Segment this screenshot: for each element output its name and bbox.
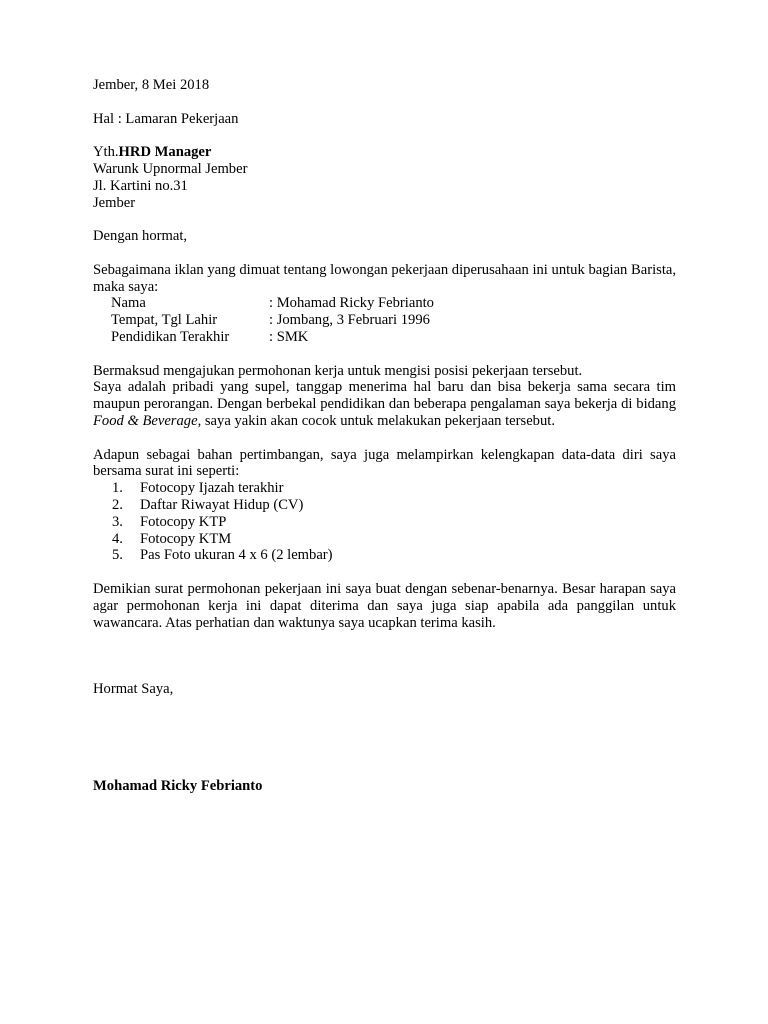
list-item-number: 2. [112, 496, 123, 513]
greeting: Dengan hormat, [93, 228, 188, 245]
self-description-paragraph [93, 379, 676, 429]
list-item-text: Fotocopy KTP [140, 513, 227, 530]
list-item-number: 3. [112, 513, 123, 530]
recipient-city: Jember [93, 194, 136, 211]
info-label: Pendidikan Terakhir [111, 328, 230, 345]
recipient-title: HRD Manager [118, 144, 212, 161]
recipient-prefix: Yth. [93, 144, 119, 161]
list-item [93, 497, 676, 514]
recipient-block [93, 144, 676, 211]
info-value: : SMK [269, 328, 309, 345]
applicant-info [93, 295, 676, 345]
info-row-name [93, 295, 676, 312]
signature-name: Mohamad Ricky Febrianto [93, 778, 263, 795]
list-item-text: Daftar Riwayat Hidup (CV) [140, 496, 304, 513]
list-item-text: Fotocopy KTM [140, 530, 232, 547]
place-date: Jember, 8 Mei 2018 [93, 77, 210, 93]
info-row-education [93, 329, 676, 346]
list-item-text: Pas Foto ukuran 4 x 6 (2 lembar) [140, 547, 333, 564]
recipient-title-line [93, 144, 676, 161]
recipient-company: Warunk Upnormal Jember [93, 160, 248, 177]
list-item [93, 514, 676, 531]
list-item [93, 547, 676, 564]
valediction: Hormat Saya, [93, 681, 174, 698]
list-item-number: 4. [112, 530, 123, 547]
closing-paragraph: Demikian surat permohonan pekerjaan ini saya buat dengan sebenar-benarnya. Besar harapan saya agar permohonan kerja ini dapat diterima dan saya juga siap apabila ada panggilan untuk wawancara. Atas perhatian dan waktunya saya ucapkan terima kasih. [93, 580, 676, 631]
attachments-intro: Adapun sebagai bahan pertimbangan, saya juga melampirkan kelengkapan data-data diri saya bersama surat ini seperti: [93, 446, 676, 480]
list-item [93, 480, 676, 497]
info-value: : Jombang, 3 Februari 1996 [269, 312, 430, 329]
list-item [93, 531, 676, 548]
self-description-part1: Saya adalah pribadi yang supel, tanggap menerima hal baru dan bisa bekerja sama secara tim maupun perorangan. Dengan berbekal pendidikan dan beberapa pengalaman saya bekerja di bidang [93, 379, 676, 413]
info-label: Tempat, Tgl Lahir [111, 312, 218, 329]
info-value: : Mohamad Ricky Febrianto [269, 295, 434, 312]
intro-paragraph: Sebagaimana iklan yang dimuat tentang lowongan pekerjaan diperusahaan ini untuk bagian Barista, maka saya: [93, 261, 676, 295]
info-row-birth [93, 312, 676, 329]
list-item-number: 5. [112, 547, 123, 564]
application-letter [93, 77, 676, 795]
list-item-text: Fotocopy Ijazah terakhir [140, 480, 284, 497]
recipient-street: Jl. Kartini no.31 [93, 177, 188, 194]
list-item-number: 1. [112, 480, 123, 497]
subject-line: Hal : Lamaran Pekerjaan [93, 110, 239, 127]
purpose-paragraph: Bermaksud mengajukan permohonan kerja untuk mengisi posisi pekerjaan tersebut. [93, 362, 583, 379]
attachments-list [93, 480, 676, 564]
field-name: Food & Beverage [93, 412, 198, 429]
self-description-part2: , saya yakin akan cocok untuk melakukan pekerjaan tersebut. [197, 412, 555, 429]
info-label: Nama [111, 295, 146, 312]
